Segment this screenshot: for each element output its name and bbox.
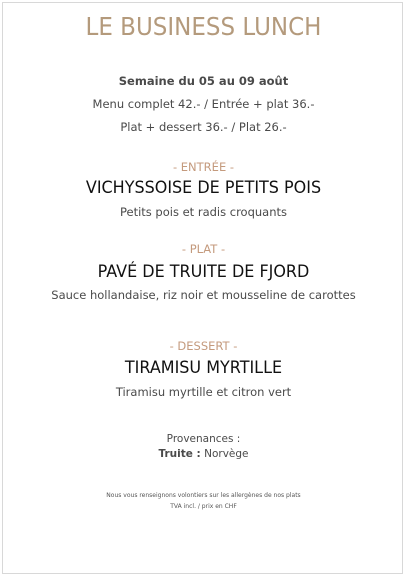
section-label-entree: - ENTRÉE -: [172, 160, 235, 174]
provenance-heading: Provenances :: [166, 433, 241, 445]
menu-title: LE BUSINESS LUNCH: [85, 12, 322, 41]
dish-name-dessert: TIRAMISU MYRTILLE: [124, 358, 283, 378]
allergen-note: Nous vous renseignons volontiers sur les allergènes de nos plats: [106, 492, 301, 499]
provenance-item: [0, 448, 407, 460]
section-label-plat: - PLAT -: [181, 242, 226, 256]
dish-description-entree: Petits pois et radis croquants: [119, 205, 288, 219]
price-line-1: Menu complet 42.- / Entrée + plat 36.-: [92, 97, 315, 111]
tax-note: TVA incl. / prix en CHF: [170, 503, 237, 510]
provenance-item-label: Truite :: [158, 448, 201, 460]
week-dates: Semaine du 05 au 09 août: [118, 74, 289, 88]
price-line-2: Plat + dessert 36.- / Plat 26.-: [120, 120, 287, 134]
section-label-dessert: - DESSERT -: [169, 339, 238, 353]
provenance-item-value: Norvège: [204, 448, 249, 460]
dish-description-plat: Sauce hollandaise, riz noir et mousseline de carottes: [51, 288, 356, 302]
dish-name-plat: PAVÉ DE TRUITE DE FJORD: [97, 262, 310, 282]
dish-name-entree: VICHYSSOISE DE PETITS POIS: [85, 178, 322, 198]
dish-description-dessert: Tiramisu myrtille et citron vert: [115, 385, 292, 399]
